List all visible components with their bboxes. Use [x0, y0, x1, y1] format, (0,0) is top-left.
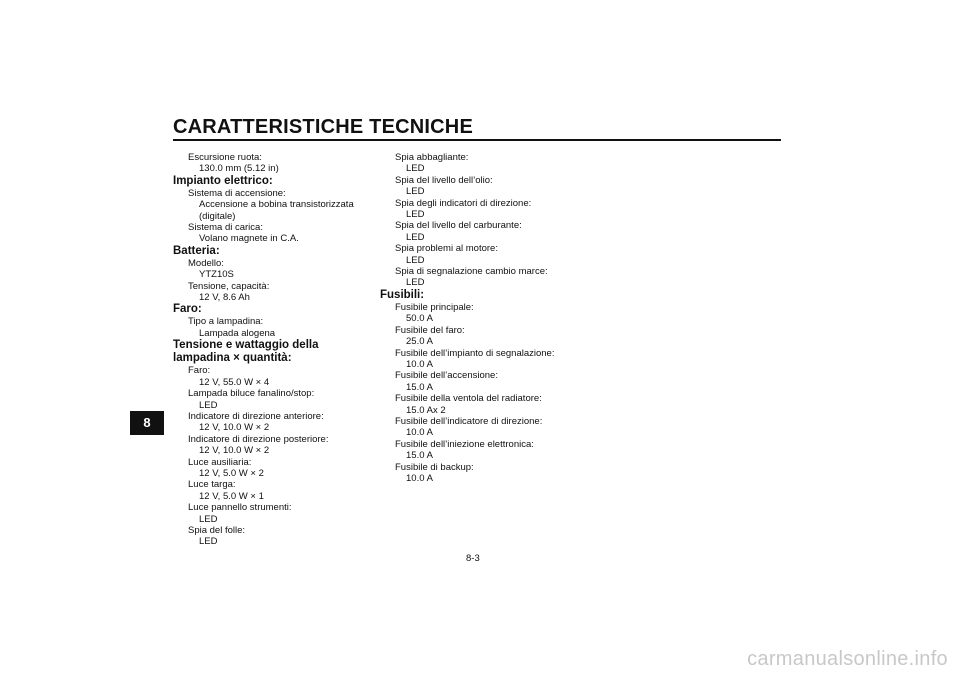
- spec-label: Fusibile del faro:: [395, 324, 465, 336]
- spec-value: 50.0 A: [406, 313, 433, 325]
- spec-value: LED: [199, 536, 218, 548]
- spec-value: 15.0 A: [406, 450, 433, 462]
- spec-value: 130.0 mm (5.12 in): [199, 163, 279, 175]
- spec-value: 12 V, 55.0 W × 4: [199, 376, 270, 388]
- spec-label: Modello:: [188, 257, 224, 269]
- spec-value: Volano magnete in C.A.: [199, 233, 299, 245]
- spec-value: LED: [406, 254, 425, 266]
- spec-label: Fusibile dell’iniezione elettronica:: [395, 438, 534, 450]
- right-spec-column: [380, 152, 583, 484]
- title-underline: [173, 139, 781, 141]
- spec-label: Spia del livello del carburante:: [395, 220, 522, 232]
- spec-value: 12 V, 10.0 W × 2: [199, 422, 270, 434]
- spec-value: 15.0 Ax 2: [406, 404, 446, 416]
- spec-label: Spia abbagliante:: [395, 152, 469, 163]
- spec-label: Luce targa:: [188, 479, 236, 491]
- page-number: 8-3: [466, 553, 480, 564]
- spec-label: Fusibile della ventola del radiatore:: [395, 393, 542, 405]
- spec-label: Fusibile dell’accensione:: [395, 370, 498, 382]
- section-heading: Impianto elettrico:: [173, 174, 273, 187]
- spec-value: 12 V, 10.0 W × 2: [199, 445, 270, 457]
- spec-value: 10.0 A: [406, 427, 433, 439]
- spec-label: Sistema di carica:: [188, 222, 263, 234]
- spec-label: Indicatore di direzione posteriore:: [188, 433, 329, 445]
- spec-value: 12 V, 8.6 Ah: [199, 292, 250, 304]
- spec-value: 12 V, 5.0 W × 2: [199, 467, 264, 479]
- spec-value: LED: [406, 163, 425, 175]
- spec-label: Fusibile dell’impianto di segnalazione:: [395, 347, 555, 359]
- section-heading: Fusibili:: [380, 288, 425, 301]
- section-heading: Batteria:: [173, 244, 220, 257]
- spec-value: Accensione a bobina transistorizzata (digitale): [199, 199, 354, 222]
- spec-value: LED: [406, 209, 425, 221]
- spec-value: Lampada alogena: [199, 327, 276, 339]
- watermark: carmanualsonline.info: [747, 648, 948, 670]
- spec-value: LED: [199, 513, 218, 525]
- spec-label: Fusibile di backup:: [395, 461, 474, 473]
- spec-label: Luce ausiliaria:: [188, 456, 252, 468]
- spec-label: Spia problemi al motore:: [395, 243, 498, 255]
- spec-label: Luce pannello strumenti:: [188, 502, 292, 514]
- spec-value: 15.0 A: [406, 381, 433, 393]
- spec-label: Indicatore di direzione anteriore:: [188, 410, 324, 422]
- spec-value: 10.0 A: [406, 358, 433, 370]
- spec-label: Spia degli indicatori di direzione:: [395, 197, 532, 209]
- spec-label: Faro:: [188, 365, 211, 377]
- spec-label: Spia del folle:: [188, 524, 246, 536]
- left-spec-column: [173, 152, 371, 548]
- spec-label: Fusibile dell’indicatore di direzione:: [395, 415, 543, 427]
- spec-value: LED: [199, 399, 218, 411]
- section-heading: Faro:: [173, 303, 202, 316]
- spec-label: Escursione ruota:: [188, 152, 262, 163]
- spec-value: LED: [406, 186, 425, 198]
- spec-value: 10.0 A: [406, 472, 433, 484]
- spec-value: YTZ10S: [199, 269, 234, 281]
- spec-value: 12 V, 5.0 W × 1: [199, 490, 264, 502]
- spec-label: Lampada biluce fanalino/stop:: [188, 388, 315, 400]
- chapter-tab: 8: [130, 411, 164, 435]
- spec-label: Spia del livello dell’olio:: [395, 174, 493, 186]
- spec-label: Spia di segnalazione cambio marce:: [395, 266, 548, 278]
- spec-label: Tensione, capacità:: [188, 280, 270, 292]
- spec-label: Tipo a lampadina:: [188, 316, 264, 328]
- spec-value: LED: [406, 231, 425, 243]
- page-title: CARATTERISTICHE TECNICHE: [173, 116, 473, 138]
- spec-value: 25.0 A: [406, 336, 433, 348]
- spec-value: LED: [406, 277, 425, 289]
- spec-label: Sistema di accensione:: [188, 187, 286, 199]
- section-heading: Tensione e wattaggio della lampadina × quantità:: [173, 339, 319, 365]
- spec-label: Fusibile principale:: [395, 301, 474, 313]
